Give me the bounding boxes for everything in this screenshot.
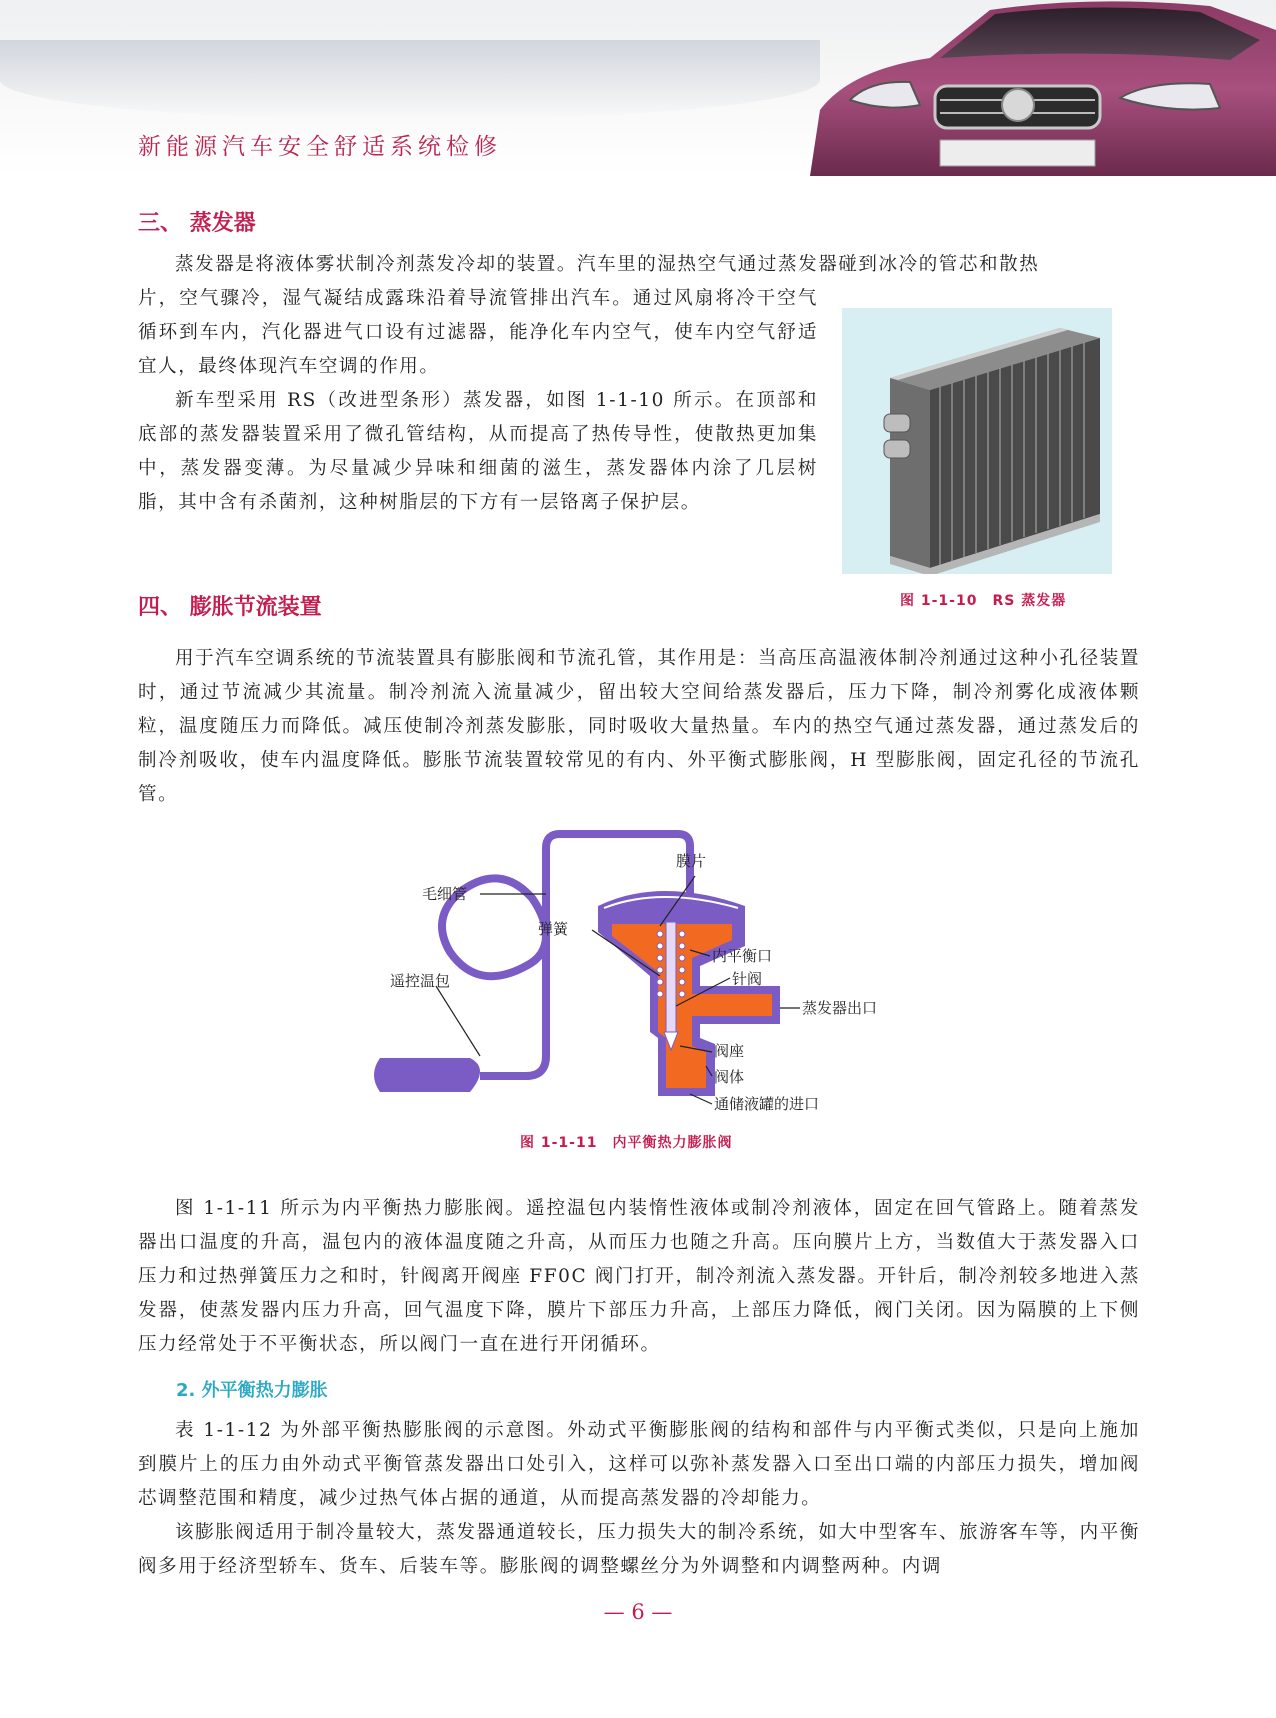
label-spring: 弹簧: [538, 920, 569, 938]
label-diaphragm: 膜片: [676, 852, 707, 870]
label-needle-valve: 针阀: [732, 970, 763, 988]
page-number: — 6 —: [603, 1600, 673, 1624]
label-evaporator-outlet: 蒸发器出口: [802, 999, 878, 1017]
expansion-valve-diagram: [360, 826, 920, 1116]
section-3-paragraph-1-line-1: 蒸发器是将液体雾状制冷剂蒸发冷却的装置。汽车里的湿热空气通过蒸发器碰到冰冷的管芯和散热: [175, 254, 1040, 275]
section-3-paragraph-1-rest: 片，空气骤冷，湿气凝结成露珠沿着导流管排出汽车。通过风扇将冷干空气循环到车内，汽化器进气口设有过滤器，能净化车内空气，使车内空气舒适宜人，最终体现汽车空调的作用。: [138, 288, 818, 377]
figure-1-1-10-caption: 图 1-1-10 RS 蒸发器: [900, 593, 1067, 609]
external-balance-paragraph-2: 该膨胀阀适用于制冷量较大，蒸发器通道较长，压力损失大的制冷系统，如大中型客车、旅游客车等，内平衡阀多用于经济型轿车、货车、后装车等。膨胀阀的调整螺丝分为外调整和内调整两种。内调: [138, 1522, 1140, 1577]
label-valve-body: 阀体: [714, 1068, 745, 1086]
section-3-title: 三、 蒸发器: [138, 211, 256, 236]
section-4-title: 四、 膨胀节流装置: [138, 595, 322, 620]
book-title: 新能源汽车安全舒适系统检修: [138, 134, 502, 160]
page-header: [0, 0, 1276, 176]
label-capillary: 毛细管: [422, 885, 468, 903]
subsection-2-title: 2. 外平衡热力膨胀: [176, 1380, 328, 1401]
label-inner-balance-port: 内平衡口: [712, 947, 773, 965]
external-balance-paragraph-1: 表 1-1-12 为外部平衡热膨胀阀的示意图。外动式平衡膨胀阀的结构和部件与内平衡式类似，只是向上施加到膜片上的压力由外动式平衡管蒸发器出口处引入，这样可以弥补蒸发器入口至出口端的内部压力损失，增加阀芯调整范围和精度，减少过热气体占据的通道，从而提高蒸发器的冷却能力。: [138, 1420, 1140, 1509]
figure-1-1-11-caption: 图 1-1-11 内平衡热力膨胀阀: [520, 1135, 733, 1151]
valve-description-paragraph: 图 1-1-11 所示为内平衡热力膨胀阀。遥控温包内装惰性液体或制冷剂液体，固定在回气管路上。随着蒸发器出口温度的升高，温包内的液体温度随之升高，从而压力也随之升高。压向膜片上方，当数值大于蒸发器入口压力和过热弹簧压力之和时，针阀离开阀座 FF0C 阀门打开，制冷剂流入蒸发器。开针后，制冷剂较多地进入蒸发器，使蒸发器内压力升高，回气温度下降，膜片下部压力升高，上部压力降低，阀门关闭。因为隔膜的上下侧压力经常处于不平衡状态，所以阀门一直在进行开闭循环。: [138, 1198, 1140, 1355]
section-3-paragraph-2: 新车型采用 RS（改进型条形）蒸发器，如图 1-1-10 所示。在顶部和底部的蒸发器装置采用了微孔管结构，从而提高了热传导性，使散热更加集中，蒸发器变薄。为尽量减少异味和细菌的滋生，蒸发器体内涂了几层树脂，其中含有杀菌剂，这种树脂层的下方有一层铬离子保护层。: [138, 390, 818, 513]
mountain-mist-decoration: [0, 40, 820, 120]
label-valve-seat: 阀座: [714, 1042, 745, 1060]
evaporator-image: [842, 308, 1112, 574]
car-photo: [790, 0, 1276, 176]
section-4-paragraph-1: 用于汽车空调系统的节流装置具有膨胀阀和节流孔管，其作用是：当高压高温液体制冷剂通过这种小孔径装置时，通过节流减少其流量。制冷剂流入流量减少，留出较大空间给蒸发器后，压力下降，制冷剂雾化成液体颗粒，温度随压力而降低。减压使制冷剂蒸发膨胀，同时吸收大量热量。车内的热空气通过蒸发器，通过蒸发后的制冷剂吸收，使车内温度降低。膨胀节流装置较常见的有内、外平衡式膨胀阀，H 型膨胀阀，固定孔径的节流孔管。: [138, 648, 1140, 805]
label-sensing-bulb: 遥控温包: [390, 972, 451, 990]
label-receiver-inlet: 通储液罐的进口: [714, 1095, 820, 1113]
